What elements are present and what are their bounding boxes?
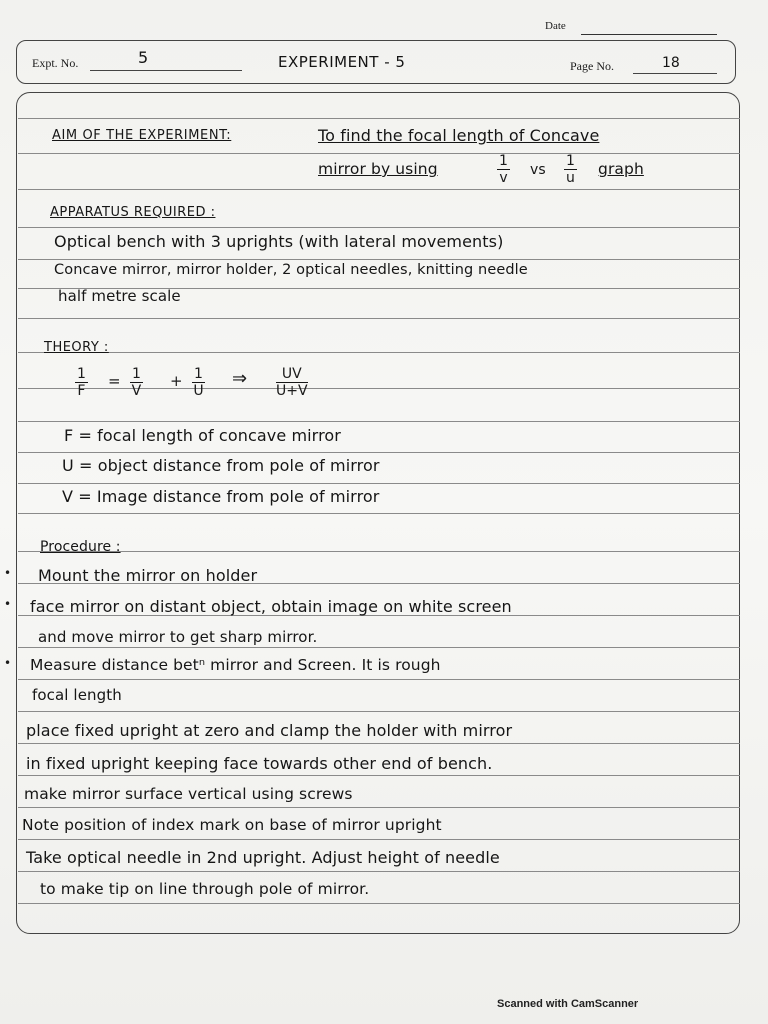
ruled-line bbox=[18, 743, 740, 744]
procedure-line-1: Mount the mirror on holder bbox=[38, 566, 258, 585]
aim-fraction-1-over-v: $\frac{1}{v}$ bbox=[499, 153, 508, 186]
aim-heading: AIM OF THE EXPERIMENT: bbox=[52, 128, 232, 143]
experiment-title: EXPERIMENT - 5 bbox=[278, 53, 406, 71]
ruled-line bbox=[18, 227, 740, 228]
bullet-mark: • bbox=[4, 656, 12, 670]
procedure-line-6: place fixed upright at zero and clamp the holder with mirror bbox=[26, 721, 513, 740]
theory-def-v: V = Image distance from pole of mirror bbox=[62, 487, 380, 506]
formula-equals: = bbox=[108, 372, 121, 390]
ruled-line bbox=[18, 153, 740, 154]
formula-implies-arrow: ⇒ bbox=[232, 368, 248, 389]
apparatus-line-3: half metre scale bbox=[58, 287, 181, 305]
procedure-line-5: focal length bbox=[32, 686, 122, 704]
page-no-label: Page No. bbox=[570, 59, 614, 73]
formula-uv-over-u-plus-v: $\frac{UV}{U+V}$ bbox=[276, 366, 308, 399]
procedure-line-4: Measure distance betⁿ mirror and Screen. It is rough bbox=[30, 656, 441, 674]
procedure-line-10: Take optical needle in 2nd upright. Adjust height of needle bbox=[26, 848, 500, 867]
date-field bbox=[545, 20, 566, 32]
ruled-line bbox=[18, 189, 740, 190]
apparatus-line-2: Concave mirror, mirror holder, 2 optical needles, knitting needle bbox=[54, 262, 528, 278]
bullet-mark: • bbox=[4, 597, 12, 611]
date-label: Date bbox=[545, 20, 566, 32]
ruled-line bbox=[18, 421, 740, 422]
page-no-line bbox=[633, 73, 717, 74]
ruled-line bbox=[18, 388, 740, 389]
formula-1-over-u: $\frac{1}{U}$ bbox=[193, 366, 204, 399]
ruled-line bbox=[18, 871, 740, 872]
ruled-line bbox=[18, 679, 740, 680]
ruled-line bbox=[18, 775, 740, 776]
procedure-line-8: make mirror surface vertical using screws bbox=[24, 785, 353, 803]
ruled-line bbox=[18, 118, 740, 119]
procedure-heading: Procedure : bbox=[40, 539, 121, 555]
formula-plus: + bbox=[170, 372, 183, 390]
formula-1-over-f: $\frac{1}{F}$ bbox=[77, 366, 86, 399]
ruled-line bbox=[18, 807, 740, 808]
scanner-watermark: Scanned with CamScanner bbox=[497, 998, 639, 1010]
aim-line-2: mirror by using bbox=[318, 160, 438, 178]
procedure-line-2: face mirror on distant object, obtain image on white screen bbox=[30, 597, 512, 616]
aim-vs: vs bbox=[530, 162, 546, 178]
ruled-line bbox=[18, 839, 740, 840]
procedure-line-3: and move mirror to get sharp mirror. bbox=[38, 628, 318, 646]
bullet-mark: • bbox=[4, 566, 12, 580]
ruled-line bbox=[18, 452, 740, 453]
procedure-line-11: to make tip on line through pole of mirror. bbox=[40, 880, 370, 898]
ruled-line bbox=[18, 647, 740, 648]
ruled-line bbox=[18, 551, 740, 552]
ruled-line bbox=[18, 711, 740, 712]
ruled-line bbox=[18, 903, 740, 904]
ruled-line bbox=[18, 352, 740, 353]
page-no-value: 18 bbox=[662, 55, 680, 71]
expt-no-value: 5 bbox=[138, 48, 149, 67]
aim-fraction-1-over-u: $\frac{1}{u}$ bbox=[566, 153, 575, 186]
procedure-line-7: in fixed upright keeping face towards other end of bench. bbox=[26, 754, 493, 773]
ruled-line bbox=[18, 259, 740, 260]
expt-no-line bbox=[90, 70, 242, 71]
ruled-line bbox=[18, 513, 740, 514]
apparatus-line-1: Optical bench with 3 uprights (with lateral movements) bbox=[54, 232, 504, 251]
date-line bbox=[581, 34, 717, 35]
formula-1-over-v: $\frac{1}{V}$ bbox=[131, 366, 142, 399]
aim-line-2-end: graph bbox=[598, 160, 644, 178]
theory-heading: THEORY : bbox=[44, 340, 109, 355]
theory-def-f: F = focal length of concave mirror bbox=[64, 426, 341, 445]
expt-no-label: Expt. No. bbox=[32, 56, 79, 70]
ruled-line bbox=[18, 318, 740, 319]
theory-def-u: U = object distance from pole of mirror bbox=[62, 456, 380, 475]
ruled-line bbox=[18, 483, 740, 484]
apparatus-heading: APPARATUS REQUIRED : bbox=[50, 205, 216, 220]
procedure-line-9: Note position of index mark on base of mirror upright bbox=[22, 816, 442, 834]
aim-line-1: To find the focal length of Concave bbox=[318, 126, 600, 145]
